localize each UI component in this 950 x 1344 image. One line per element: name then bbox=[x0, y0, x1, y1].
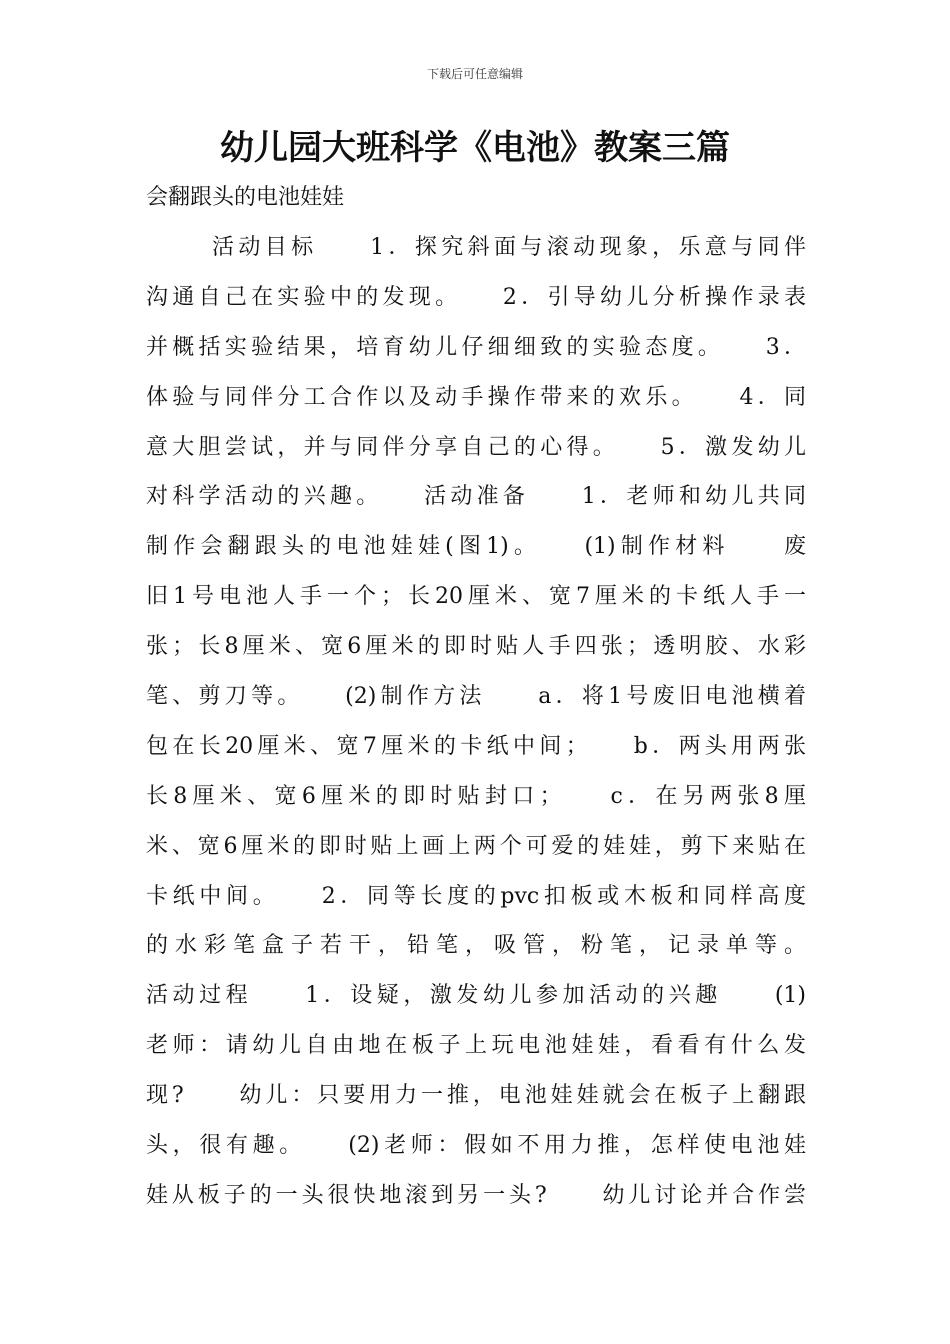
body-line: 现? 幼儿：只要用力一推，电池娃娃就会在板子上翻跟 bbox=[146, 1083, 806, 1109]
body-line: 长8厘米、宽6厘米的即时贴封口； c．在另两张8厘 bbox=[146, 783, 806, 809]
body-line: 活动过程 1．设疑，激发幼儿参加活动的兴趣 (1) bbox=[146, 983, 806, 1009]
body-line: 并概括实验结果，培育幼儿仔细细致的实验态度。 3． bbox=[146, 334, 806, 360]
document-title: 幼儿园大班科学《电池》教案三篇 bbox=[220, 128, 730, 168]
body-line: 对科学活动的兴趣。 活动准备 1．老师和幼儿共同 bbox=[146, 484, 806, 510]
body-line: 意大胆尝试，并与同伴分享自己的心得。 5．激发幼儿 bbox=[146, 434, 806, 460]
body-line: 老师：请幼儿自由地在板子上玩电池娃娃，看看有什么发 bbox=[146, 1033, 806, 1059]
body-text bbox=[146, 230, 806, 1228]
page-header-note: 下载后可任意编辑 bbox=[426, 67, 523, 81]
body-line: 米、宽6厘米的即时贴上画上两个可爱的娃娃，剪下来贴在 bbox=[146, 833, 806, 859]
section-subtitle: 会翻跟头的电池娃娃 bbox=[146, 185, 345, 210]
body-line: 笔、剪刀等。 (2)制作方法 a．将1号废旧电池横着 bbox=[146, 684, 806, 710]
body-line: 旧1号电池人手一个；长20厘米、宽7厘米的卡纸人手一 bbox=[146, 584, 806, 610]
body-line: 包在长20厘米、宽7厘米的卡纸中间； b．两头用两张 bbox=[146, 733, 806, 759]
body-line: 沟通自己在实验中的发现。 2．引导幼儿分析操作录表 bbox=[146, 284, 806, 310]
body-line: 头，很有趣。 (2)老师：假如不用力推，怎样使电池娃 bbox=[146, 1133, 806, 1159]
body-line: 张；长8厘米、宽6厘米的即时贴人手四张；透明胶、水彩 bbox=[146, 634, 806, 660]
body-line: 活动目标 1．探究斜面与滚动现象，乐意与同伴 bbox=[212, 235, 806, 260]
body-line: 制作会翻跟头的电池娃娃(图1)。 (1)制作材料 废 bbox=[146, 534, 806, 560]
body-line: 体验与同伴分工合作以及动手操作带来的欢乐。 4．同 bbox=[146, 384, 806, 410]
body-line: 卡纸中间。 2．同等长度的pvc扣板或木板和同样高度 bbox=[146, 883, 806, 909]
body-line: 的水彩笔盒子若干，铅笔，吸管，粉笔，记录单等。 bbox=[146, 933, 806, 959]
body-line: 娃从板子的一头很快地滚到另一头? 幼儿讨论并合作尝 bbox=[146, 1182, 806, 1208]
